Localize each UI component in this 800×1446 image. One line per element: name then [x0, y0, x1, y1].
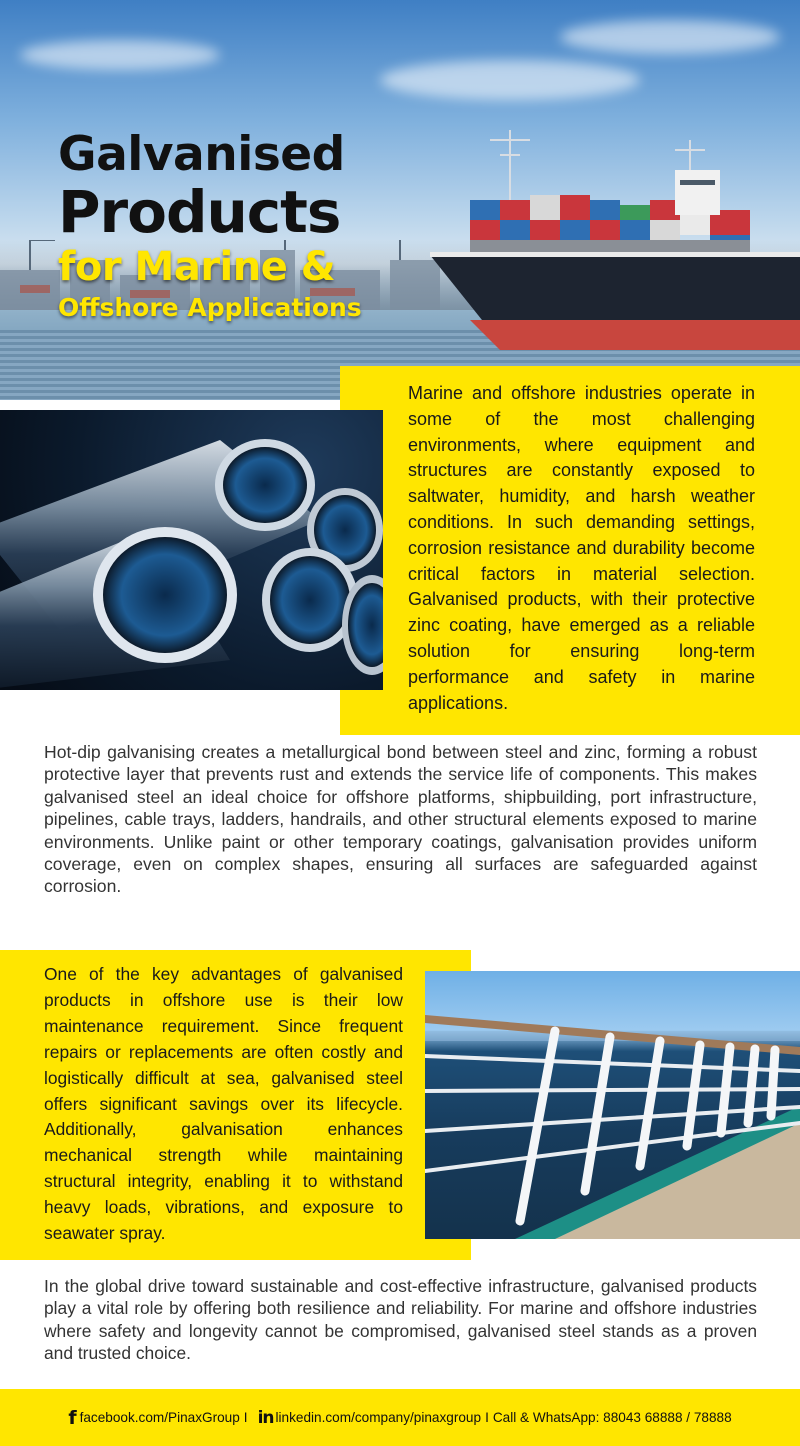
facebook-icon: f — [68, 1406, 77, 1429]
ship-railing-graphic — [425, 971, 800, 1239]
steel-pipes-graphic — [0, 410, 383, 690]
hero-title-line2: Products — [58, 178, 341, 246]
contact-phone: Call & WhatsApp: 88043 68888 / 78888 — [492, 1410, 732, 1425]
hero-title-block — [58, 128, 418, 324]
footer-separator: I — [243, 1410, 248, 1425]
facebook-link[interactable]: facebook.com/PinaxGroup — [79, 1410, 240, 1425]
footer-separator: I — [485, 1410, 489, 1425]
steel-pipes-image — [0, 410, 383, 690]
hero-title-line1: Galvanised — [58, 127, 345, 182]
hero-title-line3: for Marine & — [58, 244, 336, 290]
intro-paragraph: Marine and offshore industries operate in some of the most challenging environments, where equipment and structures are constantly exposed to saltwater, humidity, and harsh weather conditions. In such demanding settings, corrosion resistance and durability become critical factors in material selection. Galvanised products, with their protective zinc coating, have emerged as a reliable solution for ensuring long-term performance and safety in marine applications. — [408, 383, 755, 713]
hero-title-line4: Offshore Applications — [58, 293, 362, 322]
conclusion-paragraph: In the global drive toward sustainable and cost-effective infrastructure, galvanised products play a vital role by offering both resilience and reliability. For marine and offshore industries where safety and longevity cannot be compromised, galvanised steel stands as a proven and trusted choice. — [44, 1276, 757, 1363]
ship-railing-image — [425, 971, 800, 1239]
cloud-shape — [20, 40, 220, 70]
cloud-shape — [380, 60, 640, 100]
galvanising-process-paragraph: Hot-dip galvanising creates a metallurgical bond between steel and zinc, forming a robust protective layer that prevents rust and extends the service life of components. This makes galvanised steel an ideal choice for offshore platforms, shipbuilding, port infrastructure, pipelines, cable trays, ladders, handrails, and other structural elements exposed to marine environments. Unlike paint or other temporary coatings, galvanisation provides uniform coverage, even on complex shapes, ensuring all surfaces are safeguarded against corrosion. — [44, 742, 757, 897]
container-ship-graphic — [430, 130, 800, 360]
advantages-paragraph: One of the key advantages of galvanised products in offshore use is their low maintenance requirement. Since frequent repairs or replacements are often costly and logistically difficult at sea, galvanised steel offers significant savings over its lifecycle. Additionally, galvanisation enhances mechanical strength while maintaining structural integrity, enabling it to withstand heavy loads, vibrations, and exposure to seawater spray. — [44, 964, 403, 1244]
linkedin-link[interactable]: linkedin.com/company/pinaxgroup — [275, 1410, 482, 1425]
cloud-shape — [560, 20, 780, 54]
hero-banner — [0, 0, 800, 400]
linkedin-icon: in — [257, 1407, 274, 1428]
footer-contact-bar — [0, 1389, 800, 1446]
